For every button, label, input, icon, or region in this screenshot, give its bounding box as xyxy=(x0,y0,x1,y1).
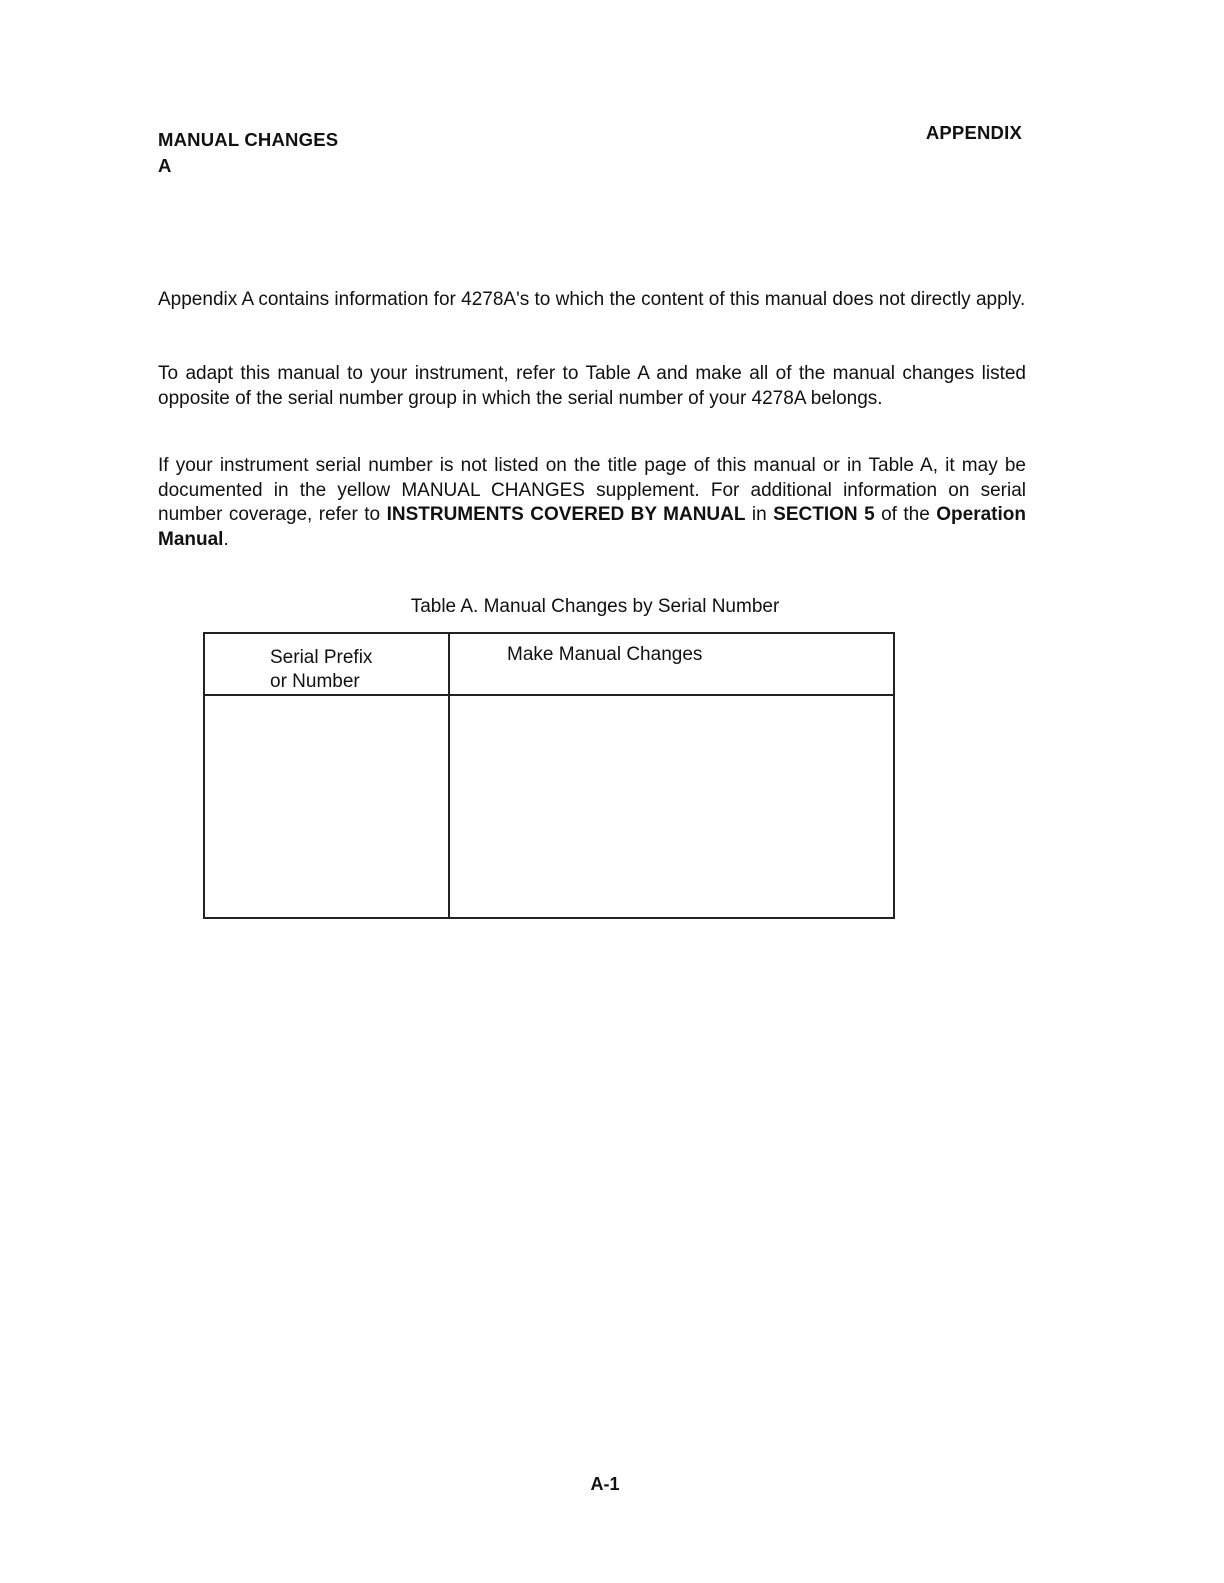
adapt-paragraph: To adapt this manual to your instrument, refer to Table A and make all of the manual changes listed opposite of the serial number group in which the serial number of your 4278A belongs. xyxy=(158,363,1026,409)
table-caption: Table A. Manual Changes by Serial Number xyxy=(410,596,780,617)
operation-manual-ref: Operation Manual xyxy=(158,504,1026,550)
column-header-serial xyxy=(270,646,372,694)
p3-text-1: If your instrument serial number is not listed on the title page of this manual or in Table A, it may be documented in the yellow MANUAL CHANGES supplement. For additional information on serial number coverage, refer to xyxy=(158,455,1026,525)
section-ref: SECTION 5 xyxy=(773,504,875,525)
section-title xyxy=(158,127,338,179)
serial-coverage-paragraph xyxy=(158,454,1026,552)
page-number: A-1 xyxy=(590,1474,620,1494)
p3-text-4: . xyxy=(223,528,229,550)
column-header-serial-line-2: or Number xyxy=(270,671,360,692)
intro-paragraph: Appendix A contains information for 4278A's to which the content of this manual does not directly apply. xyxy=(158,289,1026,310)
section-title-line-1: MANUAL CHANGES xyxy=(158,129,339,150)
table-column-divider xyxy=(448,634,450,917)
appendix-label: APPENDIX xyxy=(925,122,1022,143)
p3-text-3: of the xyxy=(874,504,937,525)
column-header-serial-line-1: Serial Prefix xyxy=(270,647,373,668)
p3-text-2: in xyxy=(745,504,774,525)
table-header-divider xyxy=(205,694,893,696)
section-title-line-2: A xyxy=(158,155,172,176)
manual-changes-table xyxy=(203,632,895,919)
instruments-covered-ref: INSTRUMENTS COVERED BY MANUAL xyxy=(386,504,746,525)
column-header-changes: Make Manual Changes xyxy=(507,644,703,665)
